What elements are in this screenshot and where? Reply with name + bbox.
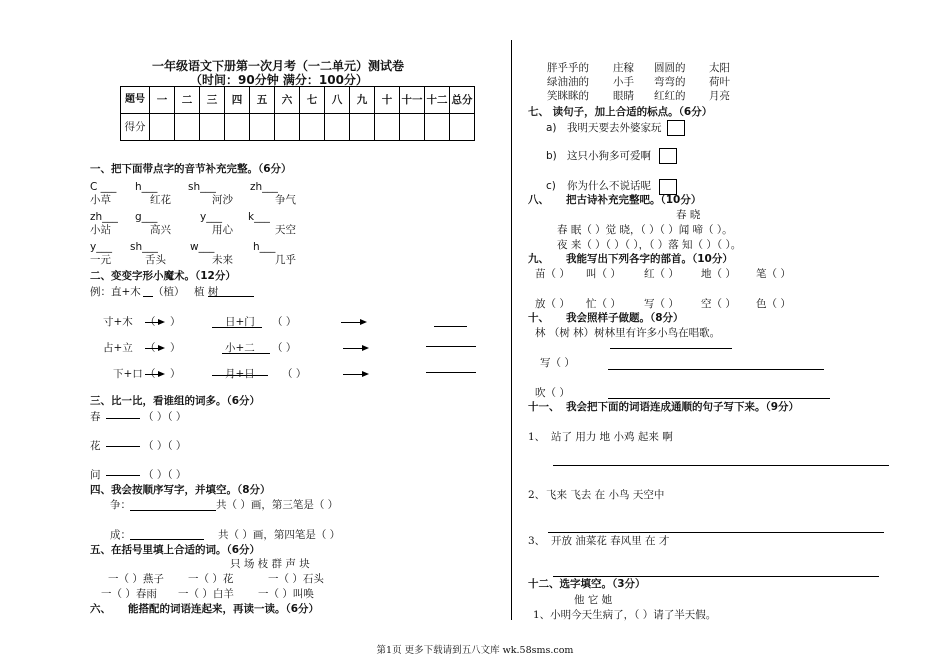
score-cell[interactable] <box>325 114 350 141</box>
q6-word[interactable]: 绿油油的 <box>547 76 589 88</box>
arrow-icon <box>145 374 163 375</box>
punctuation-box[interactable] <box>659 148 677 164</box>
arrow-icon <box>341 322 365 323</box>
score-cell[interactable] <box>450 114 475 141</box>
q7-label: a) <box>546 122 557 134</box>
answer-line[interactable] <box>130 510 216 511</box>
q2-item-mid-paren[interactable]: （ ） <box>272 316 297 328</box>
radical-blank[interactable]: 色（ ） <box>756 298 791 310</box>
pinyin-blank[interactable]: w___ <box>190 241 215 253</box>
score-cell[interactable] <box>425 114 450 141</box>
radical-blank[interactable]: 放（ ） <box>535 298 570 310</box>
score-cell[interactable] <box>350 114 375 141</box>
q11-words: 开放 油菜花 春风里 在 才 <box>551 535 670 547</box>
blank-line <box>208 296 254 297</box>
answer-line[interactable] <box>608 369 824 370</box>
q2-item-left: 占+立 <box>103 342 133 354</box>
q5-heading: 五、在括号里填上合适的词。（6分） <box>90 544 261 556</box>
q6-word[interactable]: 月亮 <box>709 90 730 102</box>
score-col: 二 <box>175 87 200 114</box>
q4-line1-char: 争： <box>110 499 131 511</box>
radical-blank[interactable]: 叫（ ） <box>586 268 621 280</box>
q9-heading-num: 九、 <box>528 253 549 265</box>
word: 天空 <box>275 224 296 236</box>
score-col: 总分 <box>450 87 475 114</box>
q8-heading: 把古诗补充完整吧。（10分） <box>566 194 702 206</box>
word: 高兴 <box>150 224 171 236</box>
paren: ） <box>170 316 181 328</box>
q6-word[interactable]: 太阳 <box>709 62 730 74</box>
q2-item-mid: 小+二 <box>225 342 255 354</box>
connector-line <box>106 446 140 447</box>
q3-char: 春 <box>90 411 101 423</box>
radical-blank[interactable]: 地（ ） <box>701 268 736 280</box>
score-cell[interactable] <box>275 114 300 141</box>
column-divider <box>511 40 512 620</box>
word: 小草 <box>90 194 111 206</box>
word: 河沙 <box>212 194 233 206</box>
q7-label: c) <box>546 180 556 192</box>
poem-line[interactable]: 春 眠（ ）觉 晓，（ ）（ ）闻 啼（ ）。 <box>557 224 733 236</box>
word: 小站 <box>90 224 111 236</box>
radical-blank[interactable]: 红（ ） <box>644 268 679 280</box>
q5-blank[interactable]: 一（ ）花 <box>188 573 234 585</box>
q2-item-left: 寸+木 <box>103 316 133 328</box>
answer-line[interactable] <box>548 532 884 533</box>
q10-heading-num: 十、 <box>528 312 549 324</box>
blank-line <box>610 348 732 349</box>
q6-word[interactable]: 眼睛 <box>613 90 634 102</box>
q5-blank[interactable]: 一（ ）白羊 <box>178 588 234 600</box>
q11-num: 3、 <box>528 535 546 547</box>
pinyin-blank[interactable]: y___ <box>90 241 112 253</box>
q10-item[interactable]: 写（ ） <box>540 357 575 369</box>
q6-word[interactable]: 红红的 <box>654 90 686 102</box>
score-table-score-row <box>121 114 475 141</box>
q6-word[interactable]: 笑眯眯的 <box>547 90 589 102</box>
q2-item-left: 下+口 <box>113 368 143 380</box>
q11-num: 2、 <box>528 489 546 501</box>
q4-line2-char: 成： <box>110 529 131 541</box>
score-cell[interactable] <box>225 114 250 141</box>
poem-line[interactable]: 夜 来（ ）（ ）（ ），（ ）落 知（ ）（ ）。 <box>557 239 742 251</box>
q11-heading: 我会把下面的词语连成通顺的句子写下来。（9分） <box>566 401 800 413</box>
pinyin-blank[interactable]: zh___ <box>90 211 118 223</box>
arrow-icon <box>343 348 367 349</box>
answer-line[interactable] <box>608 398 830 399</box>
page-title: 一年级语文下册第一次月考（一二单元）测试卷 <box>152 59 405 73</box>
q12-heading: 十二、选字填空。（3分） <box>528 578 646 590</box>
q12-item[interactable]: 1、小明今天生病了，（ ）请了半天假。 <box>533 609 717 621</box>
q2-item-mid: 月+日 <box>225 368 255 380</box>
paren: （ <box>145 342 156 354</box>
pinyin-blank[interactable]: zh___ <box>250 181 278 193</box>
pinyin-blank[interactable]: h___ <box>253 241 276 253</box>
q3-blanks[interactable]: （ ）（ ） <box>143 440 187 452</box>
q7-heading: 七、 读句子，加上合适的标点。（6分） <box>528 106 713 118</box>
pinyin-blank[interactable]: sh___ <box>188 181 216 193</box>
q11-words: 站了 用力 地 小鸡 起来 啊 <box>551 431 673 443</box>
poem-title: 春 晓 <box>676 209 701 221</box>
score-cell[interactable] <box>175 114 200 141</box>
score-col: 六 <box>275 87 300 114</box>
score-cell[interactable] <box>300 114 325 141</box>
q5-blank[interactable]: 一（ ）燕子 <box>108 573 164 585</box>
q2-item-mid: 日+门 <box>225 316 255 328</box>
word: 几乎 <box>275 254 296 266</box>
q6-word[interactable]: 胖乎乎的 <box>547 62 589 74</box>
q7-sentence: 这只小狗多可爱啊 <box>567 150 651 162</box>
score-cell[interactable] <box>375 114 400 141</box>
q3-blanks[interactable]: （ ）（ ） <box>143 411 187 423</box>
word: 舌头 <box>145 254 166 266</box>
score-table-header-row <box>121 87 475 114</box>
score-table <box>120 86 475 141</box>
q12-options: 他 它 她 <box>574 594 613 606</box>
pinyin-blank[interactable]: y___ <box>200 211 222 223</box>
punctuation-box[interactable] <box>667 120 685 136</box>
q5-blank[interactable]: 一（ ）石头 <box>268 573 324 585</box>
answer-line[interactable] <box>426 372 476 373</box>
q6-heading: 能搭配的词语连起来，再读一读。（6分） <box>128 603 320 615</box>
pinyin-blank[interactable]: k___ <box>248 211 270 223</box>
answer-line[interactable] <box>553 576 879 577</box>
q2-heading: 二、变变字形小魔术。（12分） <box>90 270 236 282</box>
q6-word[interactable]: 小手 <box>613 76 634 88</box>
radical-blank[interactable]: 笔（ ） <box>756 268 791 280</box>
score-col: 十一 <box>400 87 425 114</box>
score-table-row-label: 题号 <box>121 87 150 114</box>
answer-line[interactable] <box>130 539 204 540</box>
q2-item-mid-paren[interactable]: （ ） <box>282 368 307 380</box>
answer-line[interactable] <box>553 465 889 466</box>
q2-example-word: 植 树 <box>194 286 219 298</box>
q4-line2-text: 共（ ）画，第四笔是（ ） <box>218 529 341 541</box>
arrow-icon <box>145 322 163 323</box>
q5-word-bank: 只 场 枝 群 声 块 <box>230 558 310 570</box>
score-col: 四 <box>225 87 250 114</box>
q2-item-mid-paren[interactable]: （ ） <box>272 342 297 354</box>
paren: （ <box>145 368 156 380</box>
q6-heading-num: 六、 <box>90 603 111 615</box>
q6-word[interactable]: 圆圆的 <box>654 62 686 74</box>
q6-word[interactable]: 荷叶 <box>709 76 730 88</box>
q4-heading: 四、我会按顺序写字，并填空。（8分） <box>90 484 271 496</box>
word: 一元 <box>90 254 111 266</box>
blank-line <box>143 296 153 297</box>
radical-blank[interactable]: 空（ ） <box>701 298 736 310</box>
page-subtitle: （时间：90分钟 满分：100分） <box>190 73 368 87</box>
q2-example: 例：直+木 <box>90 286 141 298</box>
punctuation-box[interactable] <box>659 179 677 195</box>
pinyin-blank[interactable]: h___ <box>135 181 158 193</box>
q7-sentence: 我明天要去外婆家玩 <box>567 122 662 134</box>
arrow-icon <box>145 348 163 349</box>
radical-blank[interactable]: 写（ ） <box>644 298 679 310</box>
q10-example: 林 （树 林）树林里有许多小鸟在唱歌。 <box>535 327 721 339</box>
q3-char: 花 <box>90 440 101 452</box>
q11-words: 飞来 飞去 在 小鸟 天空中 <box>546 489 665 501</box>
q7-sentence: 你为什么不说话呢 <box>567 180 651 192</box>
q7-label: b) <box>546 150 557 162</box>
word: 争气 <box>275 194 296 206</box>
score-cell[interactable] <box>400 114 425 141</box>
word: 未来 <box>212 254 233 266</box>
answer-line[interactable] <box>426 346 476 347</box>
word: 用心 <box>212 224 233 236</box>
score-table-row-label: 得分 <box>121 114 150 141</box>
q5-blank[interactable]: 一（ ）叫唤 <box>258 588 314 600</box>
q11-heading-num: 十一、 <box>528 401 560 413</box>
score-col: 九 <box>350 87 375 114</box>
connector-line <box>106 475 140 476</box>
q11-num: 1、 <box>528 431 546 443</box>
q8-heading-num: 八、 <box>528 194 549 206</box>
score-col: 三 <box>200 87 225 114</box>
q5-blank[interactable]: 一（ ）春雨 <box>101 588 157 600</box>
score-cell[interactable] <box>250 114 275 141</box>
pinyin-blank[interactable]: g___ <box>135 211 158 223</box>
q6-word[interactable]: 庄稼 <box>613 62 634 74</box>
q10-item[interactable]: 吹（ ） <box>535 387 570 399</box>
score-cell[interactable] <box>200 114 225 141</box>
pinyin-blank[interactable]: C ___ <box>90 181 117 193</box>
score-col: 十 <box>375 87 400 114</box>
word: 红花 <box>150 194 171 206</box>
arrow-icon <box>343 374 367 375</box>
paren: ） <box>170 342 181 354</box>
paren: （ <box>145 316 156 328</box>
radical-blank[interactable]: 苗（ ） <box>535 268 570 280</box>
q3-blanks[interactable]: （ ）（ ） <box>143 469 187 481</box>
q1-heading: 一、把下面带点字的音节补充完整。（6分） <box>90 163 292 175</box>
paren: ） <box>170 368 181 380</box>
q9-heading: 我能写出下列各字的部首。（10分） <box>566 253 733 265</box>
q10-heading: 我会照样子做题。（8分） <box>566 312 684 324</box>
score-col: 十二 <box>425 87 450 114</box>
answer-line[interactable] <box>434 326 467 327</box>
pinyin-blank[interactable]: sh___ <box>130 241 158 253</box>
score-col: 八 <box>325 87 350 114</box>
radical-blank[interactable]: 忙（ ） <box>586 298 621 310</box>
q6-word[interactable]: 弯弯的 <box>654 76 686 88</box>
q3-char: 问 <box>90 469 101 481</box>
q2-example-answer: （植） <box>153 286 185 298</box>
page-footer: 第1页 更多下载请到五八文库 wk.58sms.com <box>376 645 574 656</box>
score-col: 七 <box>300 87 325 114</box>
q4-line1-text: 共（ ）画，第三笔是（ ） <box>216 499 339 511</box>
score-col: 五 <box>250 87 275 114</box>
q3-heading: 三、比一比，看谁组的词多。（6分） <box>90 395 261 407</box>
score-col: 一 <box>150 87 175 114</box>
score-cell[interactable] <box>150 114 175 141</box>
connector-line <box>106 418 140 419</box>
